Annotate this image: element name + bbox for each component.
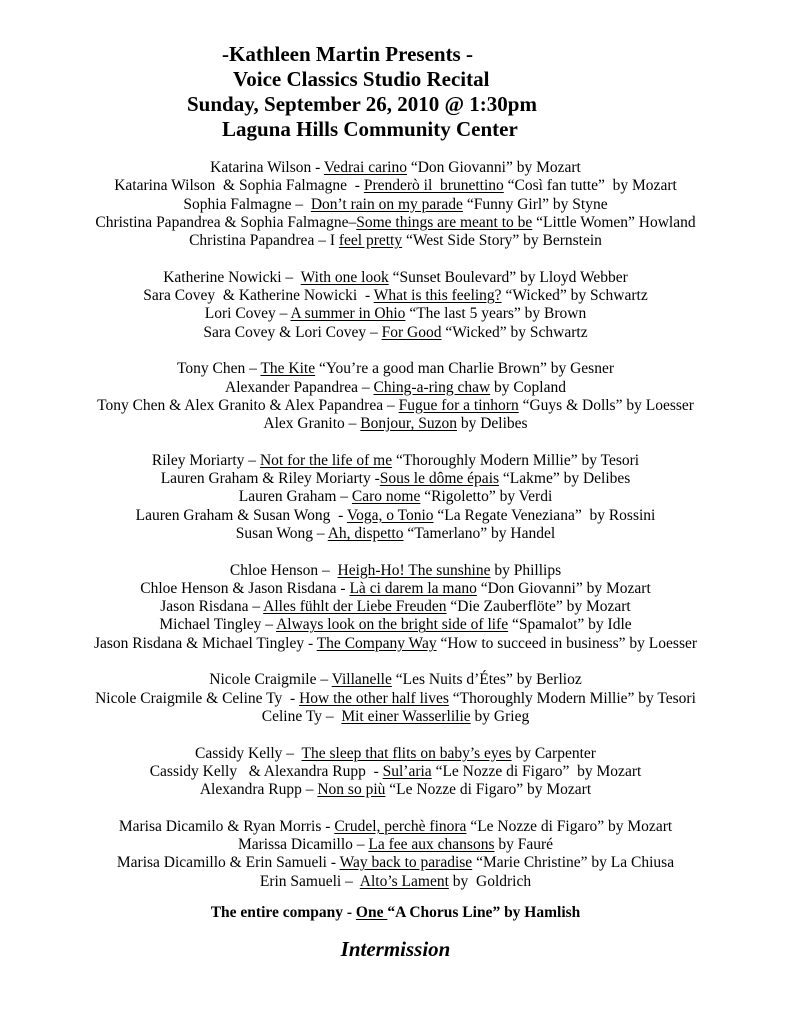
program-item <box>0 635 791 653</box>
program-item <box>0 781 791 799</box>
program-item <box>0 873 791 891</box>
performers: Riley Moriarty – <box>151 451 260 469</box>
finale-song: One <box>355 904 388 921</box>
performers: Tony Chen & Alex Granito & Alex Papandrea – <box>97 396 399 414</box>
performers: Alexander Papandrea – <box>225 378 374 396</box>
song-title: Alto’s Lament <box>359 872 449 890</box>
work-and-composer: “Rigoletto” by Verdi <box>420 488 553 506</box>
program-item <box>0 708 791 726</box>
presenter-line: -Kathleen Martin Presents - <box>222 42 473 66</box>
performers: Tony Chen – <box>176 360 261 378</box>
performers: Sophia Falmagne – <box>183 195 311 213</box>
work-and-composer: “Spamalot” by Idle <box>508 616 632 634</box>
song-title: Always look on the bright side of life <box>276 616 509 634</box>
song-title: How the other half lives <box>299 689 449 707</box>
song-title: Mit einer Wasserlilie <box>341 707 471 725</box>
song-title: For Good <box>381 323 442 341</box>
program-item <box>0 763 791 781</box>
work-and-composer: “Le Nozze di Figaro” by Mozart <box>431 762 642 780</box>
performers: Cassidy Kelly – <box>195 744 302 762</box>
song-title: Fugue for a tinhorn <box>398 396 519 414</box>
work-and-composer: “Tamerlano” by Handel <box>403 524 556 542</box>
performers: Sara Covey & Katherine Nowicki - <box>143 287 374 305</box>
song-title: Bonjour, Suzon <box>360 415 457 433</box>
work-and-composer: by Grieg <box>470 707 530 725</box>
performers: Cassidy Kelly & Alexandra Rupp - <box>149 762 383 780</box>
program-item <box>0 818 791 836</box>
song-title: feel pretty <box>338 232 403 250</box>
program-item <box>0 214 791 232</box>
program-item <box>0 269 791 287</box>
work-and-composer: “West Side Story” by Bernstein <box>402 232 602 250</box>
program-item <box>0 854 791 872</box>
work-and-composer: “Little Women” Howland <box>532 213 696 231</box>
performers: Marisa Dicamilo & Ryan Morris - <box>118 817 335 835</box>
program-item <box>0 745 791 763</box>
program-item <box>0 452 791 470</box>
performers: Jason Risdana & Michael Tingley - <box>93 634 317 652</box>
song-title: The Kite <box>260 360 316 378</box>
performers: Katherine Nowicki – <box>163 268 301 286</box>
work-and-composer: “Marie Christine” by La Chiusa <box>472 854 675 872</box>
program-item <box>0 232 791 250</box>
work-and-composer: “The last 5 years” by Brown <box>405 305 587 323</box>
performers: Sara Covey & Lori Covey – <box>203 323 382 341</box>
song-title: Not for the life of me <box>259 451 393 469</box>
program-item <box>0 324 791 342</box>
work-and-composer: “Così fan tutte” by Mozart <box>503 177 677 195</box>
group-spacer <box>0 726 791 744</box>
work-and-composer: by Delibes <box>456 415 528 433</box>
program-item <box>0 379 791 397</box>
work-and-composer: “Die Zauberflöte” by Mozart <box>446 598 631 616</box>
work-and-composer: “Don Giovanni” by Mozart <box>406 159 581 176</box>
program-item <box>0 159 791 177</box>
intermission-heading: Intermission <box>340 937 451 961</box>
program-item <box>0 287 791 305</box>
work-and-composer: “Lakme” by Delibes <box>499 470 631 488</box>
finale-line <box>0 904 791 922</box>
work-and-composer: by Fauré <box>494 835 554 853</box>
song-title: Prenderò il brunettino <box>363 177 504 195</box>
performers: Nicole Craigmile & Celine Ty - <box>95 689 300 707</box>
program-list <box>0 159 791 891</box>
work-and-composer: by Goldrich <box>448 872 532 890</box>
work-and-composer: “How to succeed in business” by Loesser <box>436 634 698 652</box>
group-spacer <box>0 250 791 268</box>
performers: Katarina Wilson - <box>210 159 324 176</box>
group-spacer <box>0 433 791 451</box>
song-title: The sleep that flits on baby’s eyes <box>301 744 512 762</box>
performers: Chloe Henson – <box>229 561 338 579</box>
program-item <box>0 580 791 598</box>
performers: Erin Samueli – <box>259 872 360 890</box>
finale-performers: The entire company - <box>210 904 356 921</box>
work-and-composer: by Phillips <box>490 561 562 579</box>
work-and-composer: “Funny Girl” by Styne <box>462 195 608 213</box>
program-item <box>0 470 791 488</box>
song-title: Vedrai carino <box>323 159 407 176</box>
performers: Jason Risdana – <box>160 598 264 616</box>
group-spacer <box>0 543 791 561</box>
performers: Alex Granito – <box>263 415 361 433</box>
performers: Celine Ty – <box>261 707 342 725</box>
program-item <box>0 836 791 854</box>
work-and-composer: “Thoroughly Modern Millie” by Tesori <box>392 451 640 469</box>
program-item <box>0 360 791 378</box>
song-title: What is this feeling? <box>373 287 502 305</box>
song-title: Ching-a-ring chaw <box>373 378 491 396</box>
song-title: Way back to paradise <box>339 854 473 872</box>
performers: Lori Covey – <box>204 305 291 323</box>
performers: Lauren Graham – <box>238 488 352 506</box>
program-item <box>0 562 791 580</box>
song-title: A summer in Ohio <box>290 305 406 323</box>
song-title: Heigh-Ho! The sunshine <box>337 561 491 579</box>
event-date: Sunday, September 26, 2010 @ 1:30pm <box>187 92 537 116</box>
program-item <box>0 616 791 634</box>
program-item <box>0 507 791 525</box>
song-title: Alles fühlt der Liebe Freuden <box>263 598 447 616</box>
program-item <box>0 305 791 323</box>
song-title: With one look <box>300 268 389 286</box>
program-item <box>0 525 791 543</box>
work-and-composer: “You’re a good man Charlie Brown” by Gesner <box>315 360 614 378</box>
song-title: Ah, dispetto <box>327 524 404 542</box>
program-item <box>0 177 791 195</box>
performers: Lauren Graham & Riley Moriarty - <box>160 470 380 488</box>
event-venue: Laguna Hills Community Center <box>222 117 518 141</box>
program-item <box>0 196 791 214</box>
song-title: Some things are meant to be <box>356 213 533 231</box>
work-and-composer: “Guys & Dolls” by Loesser <box>518 396 694 414</box>
performers: Alexandra Rupp – <box>199 781 318 799</box>
song-title: Sul’aria <box>382 762 432 780</box>
song-title: The Company Way <box>316 634 437 652</box>
program-item <box>0 397 791 415</box>
work-and-composer: “Le Nozze di Figaro” by Mozart <box>385 781 592 799</box>
work-and-composer: by Carpenter <box>511 744 596 762</box>
song-title: Don’t rain on my parade <box>310 195 463 213</box>
program-header <box>0 42 791 142</box>
program-item <box>0 598 791 616</box>
performers: Susan Wong – <box>235 524 328 542</box>
performers: Christina Papandrea – I <box>189 232 339 250</box>
song-title: Là ci darem la mano <box>349 579 477 597</box>
song-title: Crudel, perchè finora <box>334 817 467 835</box>
work-and-composer: “Sunset Boulevard” by Lloyd Webber <box>388 268 628 286</box>
song-title: Villanelle <box>331 671 392 689</box>
song-title: Voga, o Tonio <box>346 506 434 524</box>
work-and-composer: by Copland <box>490 378 566 396</box>
work-and-composer: “Wicked” by Schwartz <box>441 323 588 341</box>
work-and-composer: “Wicked” by Schwartz <box>501 287 648 305</box>
event-title: Voice Classics Studio Recital <box>233 67 490 91</box>
group-spacer <box>0 653 791 671</box>
performers: Michael Tingley – <box>159 616 277 634</box>
group-spacer <box>0 342 791 360</box>
song-title: Non so più <box>317 781 386 799</box>
program-item <box>0 671 791 689</box>
performers: Katarina Wilson & Sophia Falmagne - <box>114 177 364 195</box>
work-and-composer: “Les Nuits d’Étes” by Berlioz <box>391 671 582 689</box>
performers: Chloe Henson & Jason Risdana - <box>140 579 350 597</box>
program-item <box>0 690 791 708</box>
work-and-composer: “Don Giovanni” by Mozart <box>476 579 651 597</box>
group-spacer <box>0 799 791 817</box>
program-item <box>0 488 791 506</box>
finale-details: “A Chorus Line” by Hamlish <box>387 904 581 921</box>
work-and-composer: “La Regate Veneziana” by Rossini <box>433 506 656 524</box>
performers: Nicole Craigmile – <box>209 671 332 689</box>
performers: Lauren Graham & Susan Wong - <box>135 506 347 524</box>
performers: Christina Papandrea & Sophia Falmagne– <box>95 213 357 231</box>
work-and-composer: “Thoroughly Modern Millie” by Tesori <box>448 689 696 707</box>
performers: Marissa Dicamillo – <box>237 835 369 853</box>
song-title: Sous le dôme épais <box>379 470 500 488</box>
program-item <box>0 415 791 433</box>
performers: Marisa Dicamillo & Erin Samueli - <box>116 854 340 872</box>
song-title: La fee aux chansons <box>368 835 495 853</box>
work-and-composer: “Le Nozze di Figaro” by Mozart <box>466 817 673 835</box>
song-title: Caro nome <box>351 488 421 506</box>
